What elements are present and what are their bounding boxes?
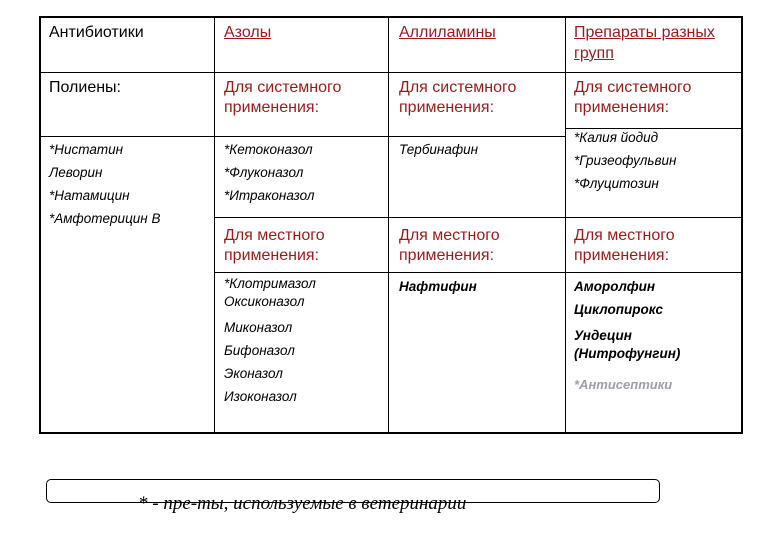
header-other-groups: Препараты разных групп [574,24,715,62]
azoles-systemic-label: Для системного применения: [224,79,342,116]
list-item: *Натамицин [49,188,130,203]
azoles-systemic-list [224,138,384,207]
allylamines-local-list [399,275,559,298]
list-item: *Итраконазол [224,188,315,203]
polyenes-drug-list [49,138,209,230]
list-item: Бифоназол [224,343,295,358]
list-item: Оксиконазол [224,294,305,309]
allylamines-systemic-label: Для системного применения: [399,79,517,116]
list-item: *Кетоконазол [224,142,313,157]
other-local-label: Для местного применения: [574,227,675,264]
col-divider-3 [565,16,566,434]
list-item: *Амфотерицин В [49,211,161,226]
other-systemic-label: Для системного применения: [574,79,692,116]
table-border-top [39,16,743,18]
list-item: Ундецин [574,328,632,343]
col-divider-2 [388,16,389,272]
row-divider-3 [214,217,743,218]
col-divider-1 [214,16,215,434]
azoles-local-label: Для местного применения: [224,227,325,264]
list-item: Изоконазол [224,389,297,404]
allylamines-local-label: Для местного применения: [399,227,500,264]
list-item: *Калия йодид [574,130,659,145]
col-divider-2-lower [388,272,389,434]
other-systemic-list [574,126,739,195]
list-item: Эконазол [224,366,283,381]
row-divider-2 [39,136,565,137]
list-item: *Гризеофульвин [574,153,677,168]
list-item: Нафтифин [399,279,477,294]
footnote-text: * - пре-ты, используемые в ветеринарии [138,493,467,514]
list-item: Циклопирокс [574,302,664,317]
table-border-bottom [39,432,743,434]
drug-table [39,16,743,434]
header-antibiotics: Антибиотики [49,24,144,41]
list-item: Миконазол [224,320,293,335]
list-item: Тербинафин [399,142,479,157]
allylamines-systemic-list [399,138,559,161]
header-allylamines: Аллиламины [399,24,496,41]
list-item: (Нитрофунгин) [574,346,681,361]
other-local-list [574,275,739,396]
list-item: *Флуцитозин [574,176,659,191]
list-item: *Флуконазол [224,165,304,180]
polyenes-label: Полиены: [49,79,121,96]
header-azoles: Азолы [224,24,272,41]
row-divider-1 [39,72,743,73]
list-item: Леворин [49,165,103,180]
azoles-local-list [224,275,384,408]
list-item: Аморолфин [574,279,656,294]
list-item: *Клотримазол [224,276,316,291]
row-divider-4 [214,272,743,273]
table-border-right [741,16,743,434]
list-item: *Нистатин [49,142,124,157]
table-border-left [39,16,41,434]
antiseptics-note: *Антисептики [574,377,673,392]
